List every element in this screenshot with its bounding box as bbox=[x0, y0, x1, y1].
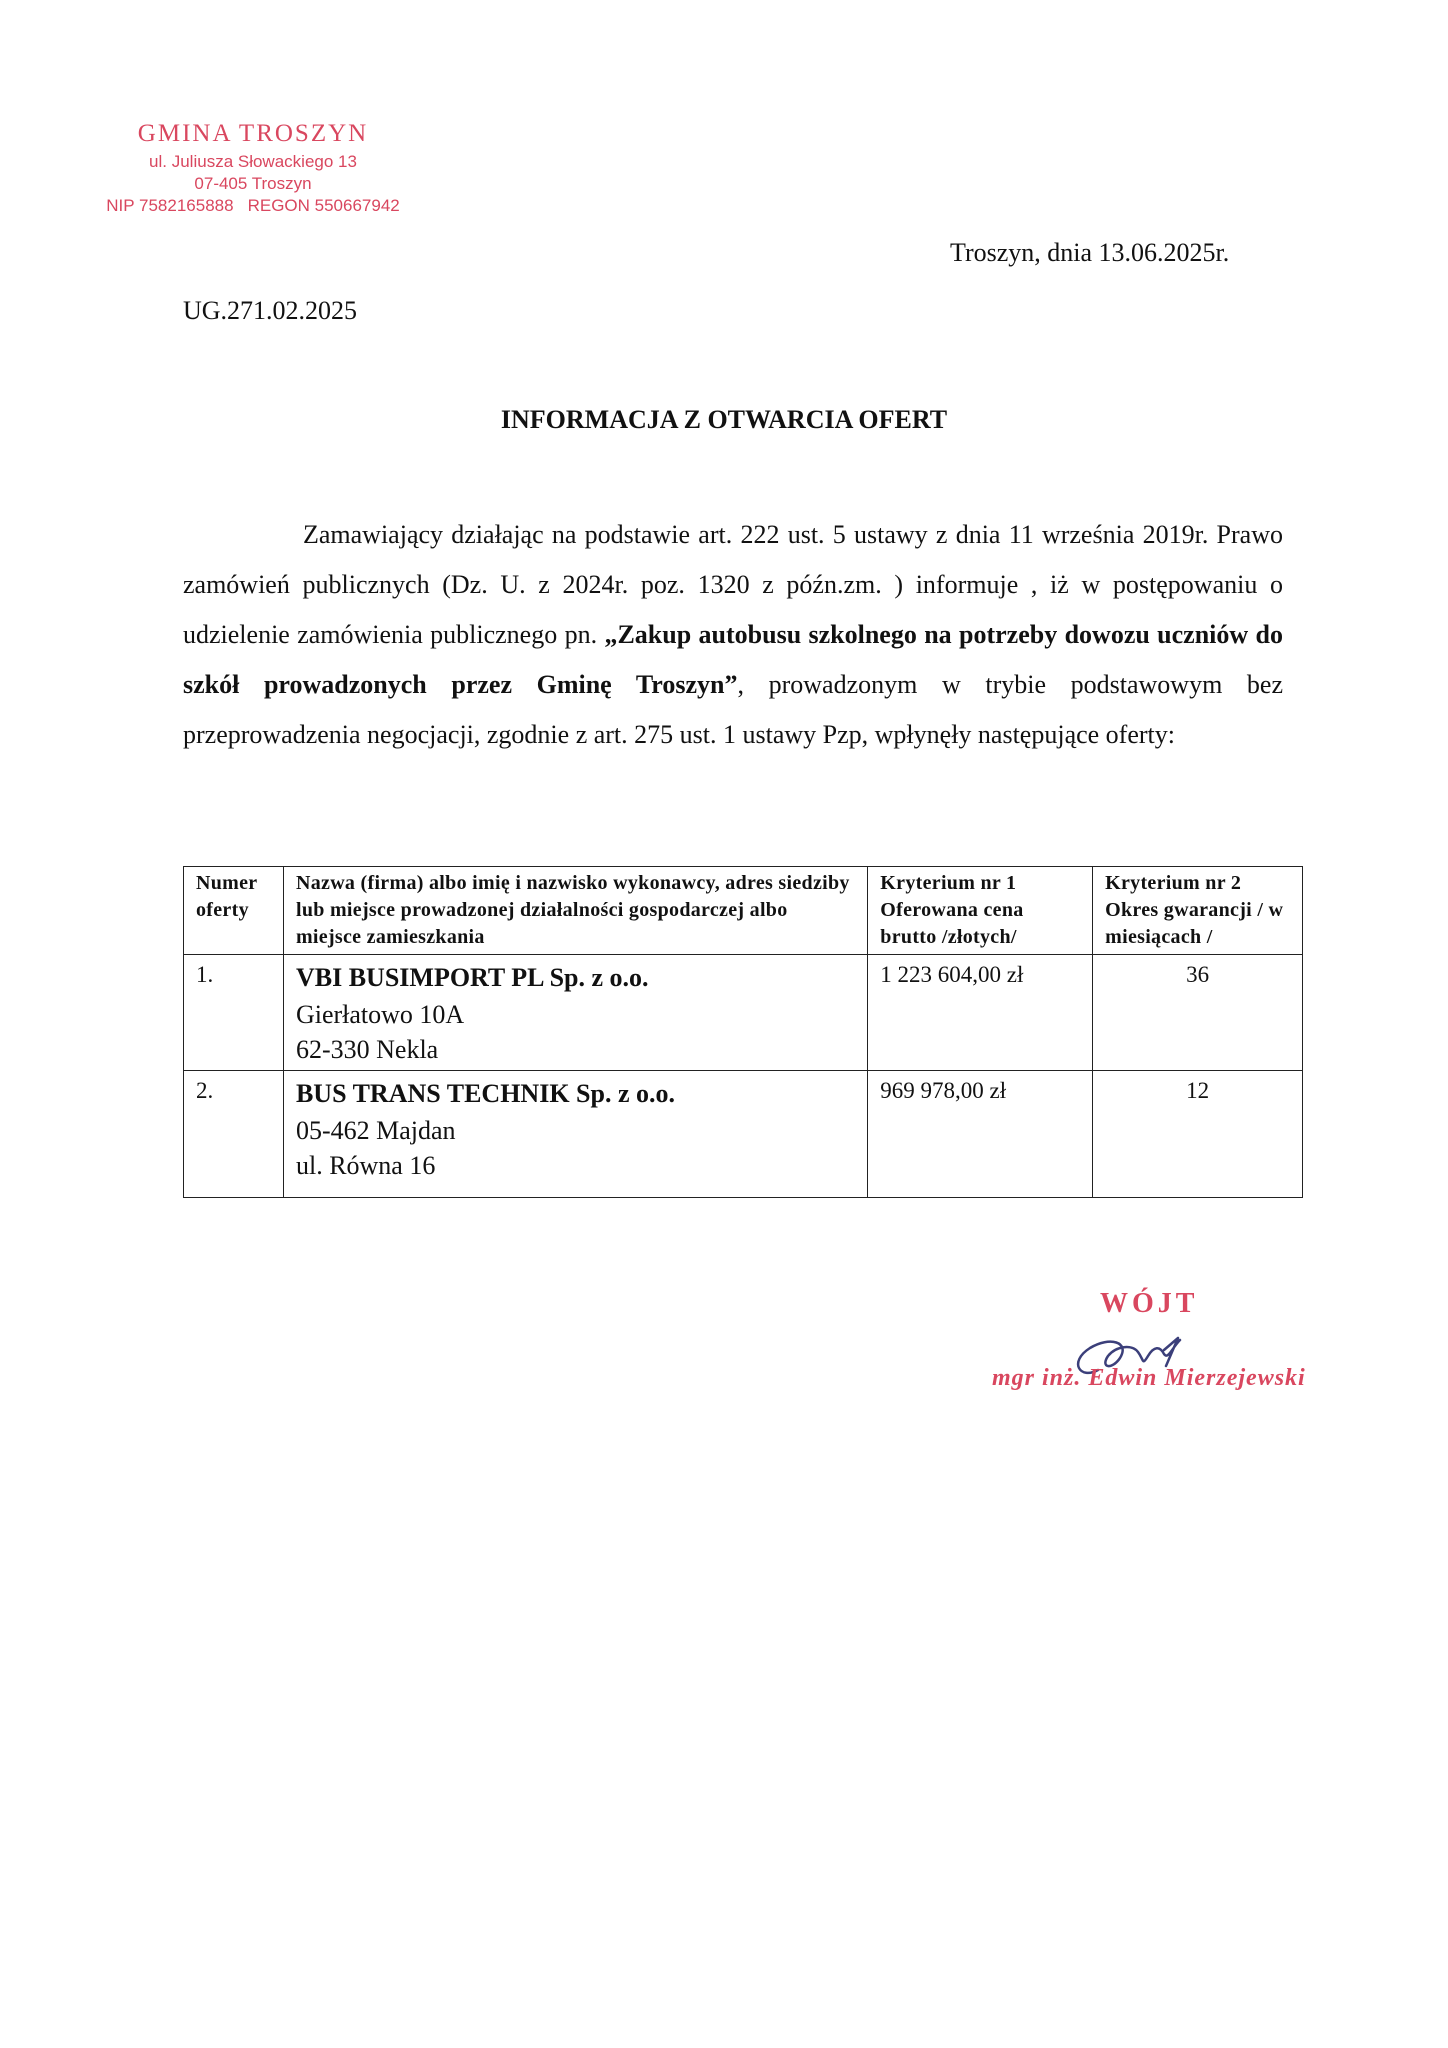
signatory-title-stamp: WÓJT bbox=[1100, 1288, 1199, 1319]
offers-table bbox=[183, 866, 1303, 1198]
stamp-street: ul. Juliusza Słowackiego 13 bbox=[149, 151, 357, 171]
reference-number: UG.271.02.2025 bbox=[183, 296, 358, 325]
offer-contractor bbox=[283, 955, 867, 1071]
offer-address-line: Gierłatowo 10A bbox=[295, 1000, 465, 1029]
document-date: Troszyn, dnia 13.06.2025r. bbox=[950, 238, 1230, 267]
signatory-name-stamp: mgr inż. Edwin Mierzejewski bbox=[992, 1365, 1306, 1391]
header-criterion-1: Kryterium nr 1 Oferowana cena brutto /złotych/ bbox=[868, 867, 1093, 955]
offer-price: 969 978,00 zł bbox=[868, 1071, 1093, 1198]
offer-price: 1 223 604,00 zł bbox=[868, 955, 1093, 1071]
offer-number: 2. bbox=[184, 1071, 284, 1198]
stamp-ids bbox=[88, 195, 418, 217]
table-header-row bbox=[184, 867, 1303, 955]
header-criterion-2: Kryterium nr 2 Okres gwarancji / w miesiącach / bbox=[1093, 867, 1303, 955]
stamp-regon: REGON 550667942 bbox=[247, 195, 400, 215]
offer-number: 1. bbox=[184, 955, 284, 1071]
table-row bbox=[184, 955, 1303, 1071]
offer-firm: BUS TRANS TECHNIK Sp. z o.o. bbox=[295, 1079, 675, 1109]
offer-address-line: 62-330 Nekla bbox=[295, 1035, 439, 1065]
indent bbox=[183, 520, 303, 549]
procurement-subject: „Zakup autobusu szkolnego na potrzeby dowozu uczniów do szkół prowadzonych przez Gminę Troszyn” bbox=[183, 620, 1283, 699]
offer-address-line: ul. Równa 16 bbox=[295, 1151, 436, 1181]
municipality-stamp bbox=[88, 118, 418, 217]
body-text-part2: , prowadzonym w trybie podstawowym bez przeprowadzenia negocjacji, zgodnie z art. 275 ust. 1 ustawy Pzp, wpłynęły następujące oferty: bbox=[183, 670, 1283, 749]
offer-address-line: 05-462 Majdan bbox=[295, 1116, 456, 1146]
header-name: Nazwa (firma) albo imię i nazwisko wykonawcy, adres siedziby lub miejsce prowadzonej działalności gospodarczej albo miejsce zamieszkania bbox=[283, 867, 867, 955]
stamp-postal: 07-405 Troszyn bbox=[194, 173, 312, 193]
body-paragraph bbox=[183, 510, 1283, 760]
offer-warranty: 12 bbox=[1093, 1071, 1303, 1198]
table-row bbox=[184, 1071, 1303, 1198]
stamp-nip: NIP 7582165888 bbox=[106, 195, 234, 215]
offer-contractor bbox=[283, 1071, 867, 1198]
body-text-part1: Zamawiający działając na podstawie art. 222 ust. 5 ustawy z dnia 11 września 2019r. Prawo zamówień publicznych (Dz. U. z 2024r. poz. 1320 z późn.zm. ) informuje , iż w postępowaniu o udzielenie zamówienia publicznego pn. bbox=[183, 520, 1283, 649]
stamp-name: GMINA TROSZYN bbox=[137, 120, 369, 147]
offer-firm: VBI BUSIMPORT PL Sp. z o.o. bbox=[295, 963, 649, 992]
offer-warranty: 36 bbox=[1093, 955, 1303, 1071]
header-number: Numer oferty bbox=[184, 867, 284, 955]
document-title: INFORMACJA Z OTWARCIA OFERT bbox=[500, 405, 948, 434]
